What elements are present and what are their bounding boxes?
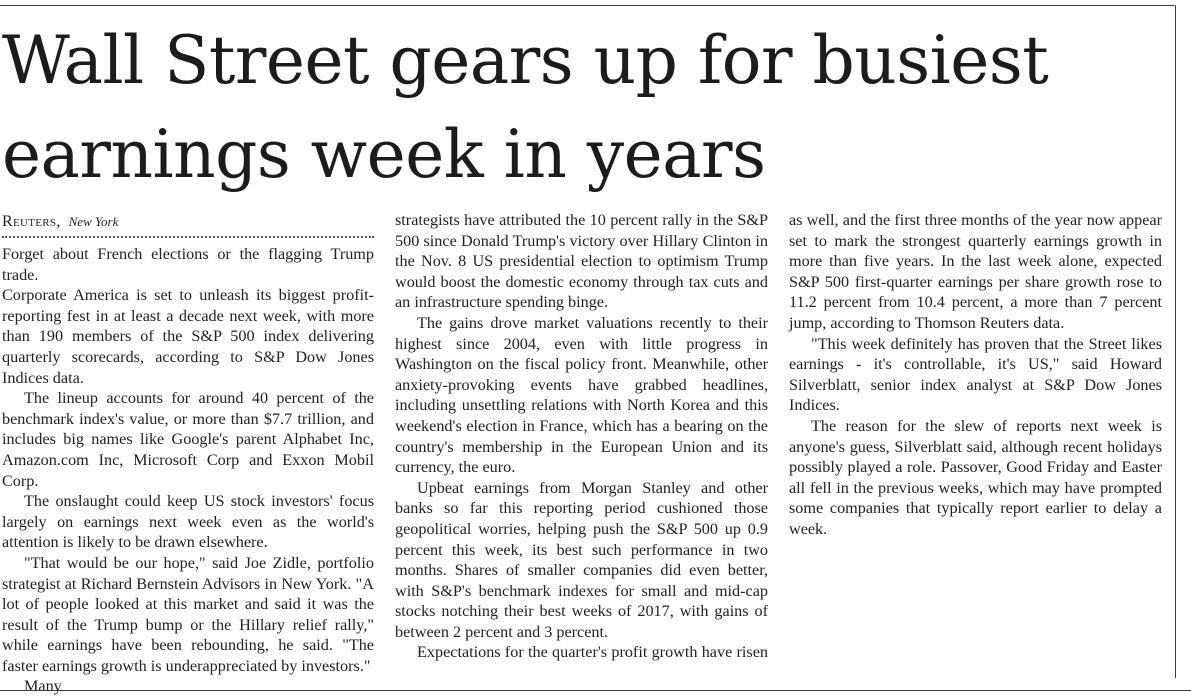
paragraph: The reason for the slew of reports next week is anyone's guess, Silverblatt said, although recent holidays possibly played a role. Passover, Good Friday and Easter all fell in the previous weeks, which may have prompted some companies that typically report earlier to delay a week.: [789, 416, 1162, 538]
paragraph: "That would be our hope," said Joe Zidle, portfolio strategist at Richard Bernstein Advisors in New York. "A lot of people looked at this market and said it was the result of the Trump bump or the Hillary relief rally," while earnings have been rebounding, he said. "The faster earnings growth is underappreciated by investors.": [2, 553, 374, 675]
byline: [2, 210, 374, 234]
article-column-3: [789, 210, 1162, 540]
right-rule: [1175, 5, 1176, 678]
headline: Wall Street gears up for busiest earnings week in years: [2, 22, 1049, 193]
article-column-2: [395, 210, 768, 663]
paragraph: as well, and the first three months of the year now appear set to mark the strongest quarterly earnings growth in more than five years. In the last week alone, expected S&P 500 first-quarter earnings per share growth rose to 11.2 percent from 10.4 percent, a more than 7 percent jump, according to Thomson Reuters data.: [789, 211, 1162, 332]
dotted-divider: [2, 236, 374, 238]
paragraph: Many: [24, 677, 62, 696]
article-body: [2, 244, 374, 697]
top-rule: [0, 5, 1174, 6]
paragraph: The lineup accounts for around 40 percent of the benchmark index's value, or more than $7.7 trillion, and includes big names like Google's parent Alphabet Inc, Amazon.com Inc, Microsoft Corp and Exxon Mobil Corp.: [2, 389, 374, 490]
paragraph: Corporate America is set to unleash its biggest profit-reporting fest in at least a decade next week, with more than 190 members of the S&P 500 index delivering quarterly scorecards, according to S&P Dow Jones Indices data.: [2, 286, 374, 387]
paragraph: The gains drove market valuations recently to their highest since 2004, even with little progress in Washington on the fiscal policy front. Meanwhile, other anxiety-provoking events have grabbed headlines, including unsettling relations with North Korea and this weekend's election in France, which has a bearing on the country's membership in the European Union and its currency, the euro.: [395, 313, 768, 477]
bottom-rule: [0, 690, 1191, 691]
paragraph: Forget about French elections or the flagging Trump trade.: [2, 245, 374, 284]
paragraph: "This week definitely has proven that the Street likes earnings - it's controllable, it's US," said Howard Silverblatt, senior index analyst at S&P Dow Jones Indices.: [789, 334, 1162, 415]
paragraph: strategists have attributed the 10 percent rally in the S&P 500 since Donald Trump's victory over Hillary Clinton in the Nov. 8 US presidential election to optimism Trump would boost the domestic economy through tax cuts and an infrastructure spending binge.: [395, 211, 768, 312]
paragraph: Upbeat earnings from Morgan Stanley and other banks so far this reporting period cushioned those geopolitical worries, helping push the S&P 500 up 0.9 percent this week, its best such performance in two months. Shares of smaller companies did even better, with S&P's benchmark indexes for small and mid-cap stocks notching their best weeks of 2017, with gains of between 2 percent and 3 percent.: [395, 478, 768, 641]
article-column-1: [2, 210, 374, 697]
byline-city: New York: [68, 214, 119, 229]
paragraph: Expectations for the quarter's profit growth have risen: [417, 643, 768, 662]
byline-agency: Reuters,: [2, 213, 61, 230]
paragraph: The onslaught could keep US stock investors' focus largely on earnings next week even as the world's attention is likely to be drawn elsewhere.: [2, 492, 374, 552]
